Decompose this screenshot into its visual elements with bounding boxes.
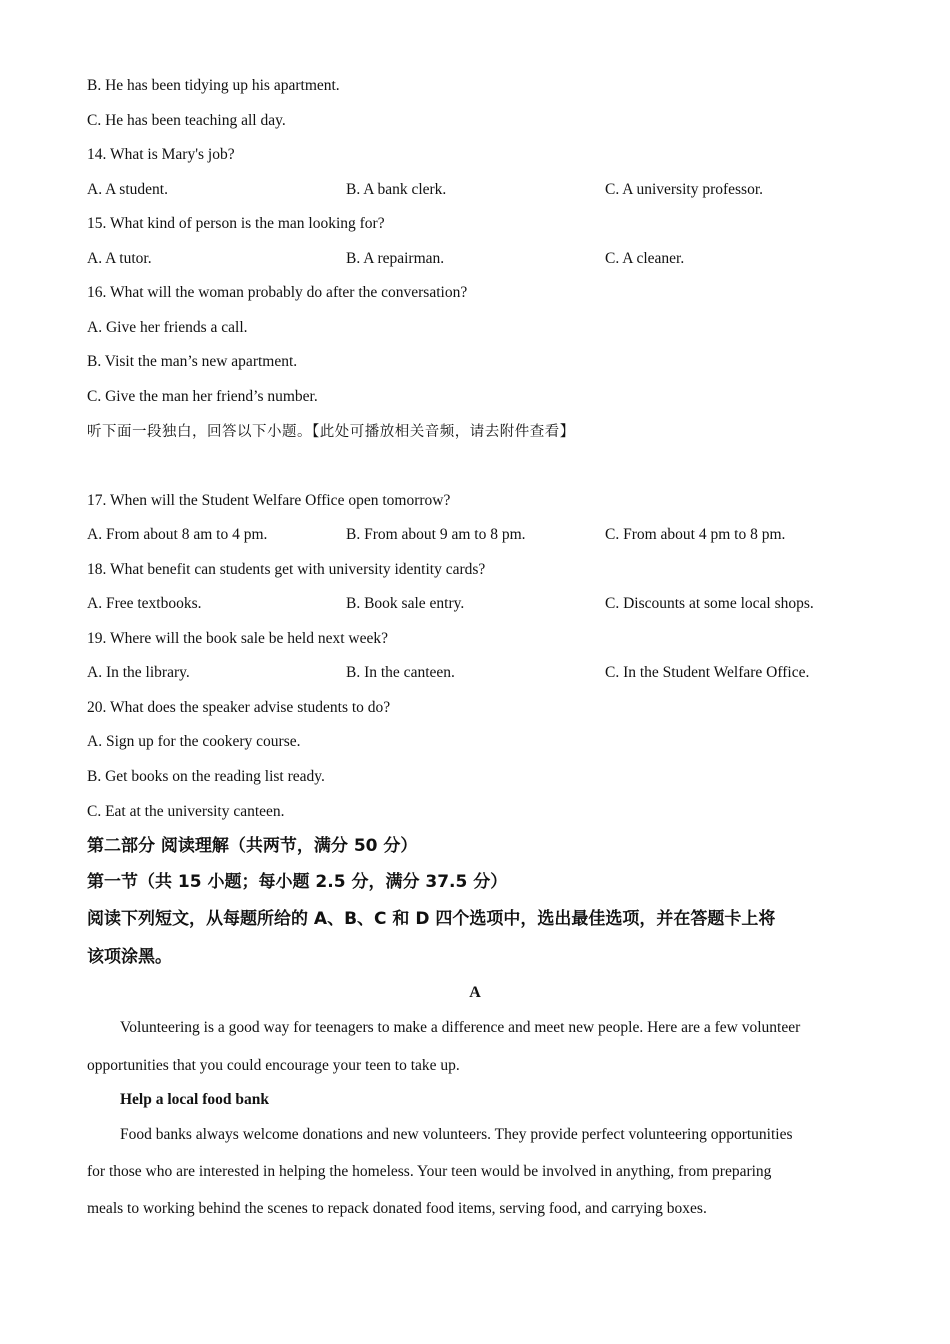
q14-option-c: C. A university professor. [605, 181, 764, 198]
instruction-line-2: 该项涂黑。 [87, 947, 172, 967]
q16-question: 16. What will the woman probably do after the conversation? [87, 284, 468, 301]
q19-option-a: A. In the library. [87, 664, 190, 681]
section1-heading: 第一节（共 15 小题；每小题 2.5 分，满分 37.5 分） [87, 872, 508, 892]
q13-option-b: B. He has been tidying up his apartment. [87, 77, 340, 94]
q17-question: 17. When will the Student Welfare Office open tomorrow? [87, 492, 451, 509]
q16-option-b: B. Visit the man’s new apartment. [87, 353, 298, 370]
q16-option-a: A. Give her friends a call. [87, 319, 248, 336]
q15-question: 15. What kind of person is the man looking for? [87, 215, 385, 232]
q17-option-c: C. From about 4 pm to 8 pm. [605, 526, 786, 543]
passage-para-line-1: Food banks always welcome donations and new volunteers. They provide perfect volunteering opportunities [120, 1126, 793, 1143]
passage-para-line-3: meals to working behind the scenes to repack donated food items, serving food, and carrying boxes. [87, 1200, 707, 1217]
q18-option-a: A. Free textbooks. [87, 595, 202, 612]
passage-intro-line-2: opportunities that you could encourage your teen to take up. [87, 1057, 460, 1074]
q19-option-c: C. In the Student Welfare Office. [605, 664, 810, 681]
q20-option-b: B. Get books on the reading list ready. [87, 768, 325, 785]
passage-label: A [469, 984, 481, 1001]
monologue-intro: 听下面一段独白，回答以下小题。【此处可播放相关音频，请去附件查看】 [87, 424, 575, 440]
q18-option-b: B. Book sale entry. [346, 595, 465, 612]
q13-option-c: C. He has been teaching all day. [87, 112, 286, 129]
q18-option-c: C. Discounts at some local shops. [605, 595, 814, 612]
instruction-line-1: 阅读下列短文，从每题所给的 A、B、C 和 D 四个选项中，选出最佳选项，并在答题卡上将 [87, 909, 776, 929]
q14-option-a: A. A student. [87, 181, 168, 198]
q15-option-c: C. A cleaner. [605, 250, 685, 267]
q15-option-b: B. A repairman. [346, 250, 445, 267]
q17-option-b: B. From about 9 am to 8 pm. [346, 526, 526, 543]
q16-option-c: C. Give the man her friend’s number. [87, 388, 318, 405]
q20-option-a: A. Sign up for the cookery course. [87, 733, 301, 750]
q19-option-b: B. In the canteen. [346, 664, 455, 681]
q14-option-b: B. A bank clerk. [346, 181, 447, 198]
passage-para-line-2: for those who are interested in helping the homeless. Your teen would be involved in anything, from preparing [87, 1163, 772, 1180]
q20-question: 20. What does the speaker advise students to do? [87, 699, 391, 716]
passage-intro-line-1: Volunteering is a good way for teenagers to make a difference and meet new people. Here are a few volunteer [120, 1019, 801, 1036]
part2-heading: 第二部分 阅读理解（共两节，满分 50 分） [87, 836, 418, 856]
q20-option-c: C. Eat at the university canteen. [87, 803, 285, 820]
q14-question: 14. What is Mary's job? [87, 146, 235, 163]
q19-question: 19. Where will the book sale be held next week? [87, 630, 389, 647]
q18-question: 18. What benefit can students get with university identity cards? [87, 561, 486, 578]
q15-option-a: A. A tutor. [87, 250, 152, 267]
q17-option-a: A. From about 8 am to 4 pm. [87, 526, 268, 543]
passage-subheading: Help a local food bank [120, 1091, 269, 1108]
